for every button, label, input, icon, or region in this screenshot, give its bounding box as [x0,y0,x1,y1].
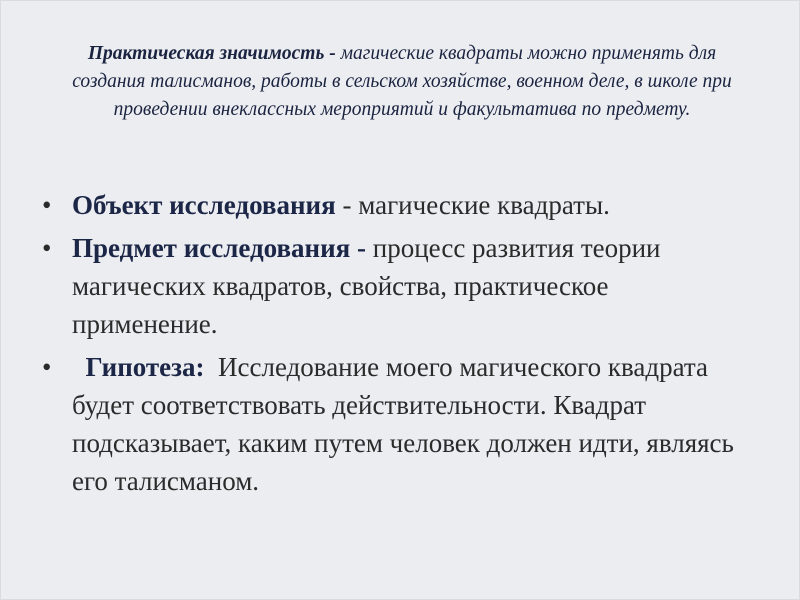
bullet-marker: • [42,352,52,382]
bullet-item-hypothesis [40,348,760,500]
heading-text: магические квадраты можно применять для создания талисманов, работы в сельском хозяйстве, военном деле, в школе при проведении внеклассных мероприятий и факультатива по предмету. [72,43,732,120]
bullet-term: Предмет исследования - [72,233,367,263]
bullet-marker: • [42,190,52,220]
bullet-term: Гипотеза: [72,352,205,382]
bullet-text: - магические квадраты. [335,190,610,220]
slide-heading [55,40,749,124]
bullet-marker: • [42,233,52,263]
bullet-term: Объект исследования [72,190,336,220]
bullet-text: процесс развития теории магических квадратов, свойства, практическое применение. [72,233,661,339]
bullet-item-subject [40,229,760,343]
heading-lead: Практическая значимость - [87,43,336,64]
bullet-text: Исследование моего магического квадрата будет соответствовать действительности. Квадрат подсказывает, каким путем человек должен идти, являясь его талисманом. [72,352,741,496]
bullet-item-object [40,186,760,224]
bullet-list [40,186,760,505]
